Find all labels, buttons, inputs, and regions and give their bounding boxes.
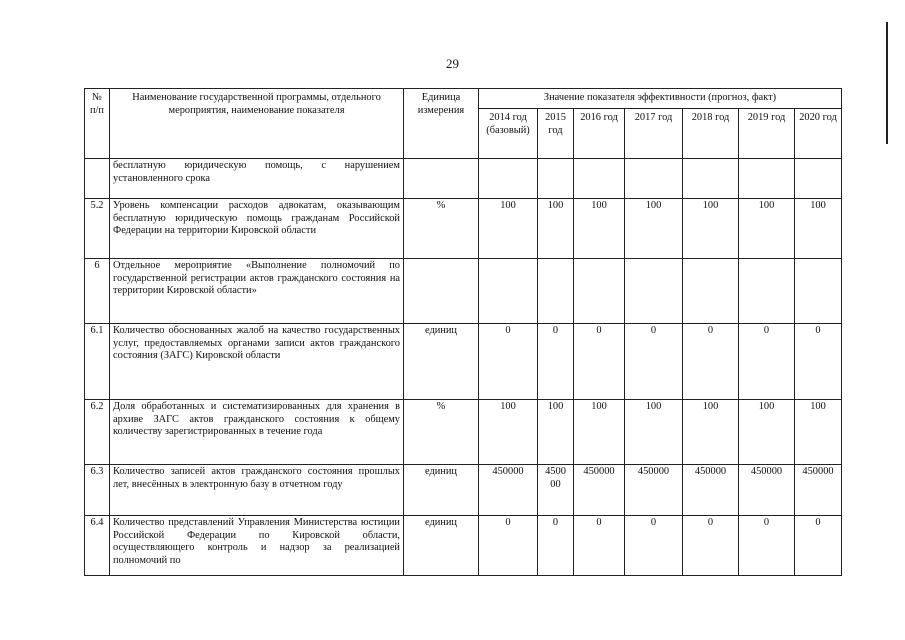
indicator-value: 0	[479, 516, 538, 576]
indicator-value: 0	[683, 324, 739, 400]
indicator-value	[479, 159, 538, 199]
header-name: Наименование государственной программы, отдельного мероприятия, наименование показателя	[110, 89, 404, 159]
indicator-value: 0	[683, 516, 739, 576]
header-year: 2018 год	[683, 109, 739, 159]
unit-of-measure: единиц	[404, 516, 479, 576]
indicator-value: 4500 00	[538, 465, 574, 516]
indicator-value: 450000	[683, 465, 739, 516]
row-number	[85, 159, 110, 199]
indicator-value	[795, 259, 842, 324]
indicator-value: 450000	[795, 465, 842, 516]
indicator-value: 100	[683, 400, 739, 465]
header-num: № п/п	[85, 89, 110, 159]
table-row	[85, 516, 842, 576]
indicator-value: 100	[795, 199, 842, 259]
table-row	[85, 199, 842, 259]
indicator-value	[683, 159, 739, 199]
indicator-value: 450000	[479, 465, 538, 516]
row-number: 5.2	[85, 199, 110, 259]
header-year: 2016 год	[574, 109, 625, 159]
table-row	[85, 400, 842, 465]
header-values-group: Значение показателя эффективности (прогноз, факт)	[479, 89, 842, 109]
unit-of-measure: %	[404, 199, 479, 259]
header-year: 2019 год	[739, 109, 795, 159]
indicator-value: 0	[795, 516, 842, 576]
indicator-name: Количество представлений Управления Министерства юстиции Российской Федерации по Кировской области, осуществляющего контроль и надзор за реализацией полномочий по	[110, 516, 404, 576]
row-number: 6.2	[85, 400, 110, 465]
indicator-value: 100	[795, 400, 842, 465]
indicator-value	[574, 259, 625, 324]
indicator-value: 100	[683, 199, 739, 259]
indicator-name: бесплатную юридическую помощь, с нарушением установленного срока	[110, 159, 404, 199]
indicator-value: 450000	[574, 465, 625, 516]
indicator-value: 100	[625, 400, 683, 465]
indicator-value: 100	[574, 400, 625, 465]
unit-of-measure: %	[404, 400, 479, 465]
table-row	[85, 259, 842, 324]
indicator-value: 100	[574, 199, 625, 259]
row-number: 6.4	[85, 516, 110, 576]
indicator-value	[574, 159, 625, 199]
header-year: 2020 год	[795, 109, 842, 159]
indicator-value	[538, 259, 574, 324]
indicator-value: 0	[574, 516, 625, 576]
unit-of-measure	[404, 259, 479, 324]
indicator-name: Количество записей актов гражданского состояния прошлых лет, внесённых в электронную базу в отчетном году	[110, 465, 404, 516]
indicator-name: Количество обоснованных жалоб на качество государственных услуг, предоставляемых органами записи актов гражданского состояния (ЗАГС) Кировской области	[110, 324, 404, 400]
unit-of-measure: единиц	[404, 465, 479, 516]
indicator-value	[538, 159, 574, 199]
header-year: 2015 год	[538, 109, 574, 159]
indicator-value: 0	[625, 516, 683, 576]
indicator-value	[739, 159, 795, 199]
row-number: 6	[85, 259, 110, 324]
indicator-value	[625, 159, 683, 199]
indicator-value: 450000	[625, 465, 683, 516]
indicator-value: 100	[538, 400, 574, 465]
indicator-value: 100	[739, 199, 795, 259]
indicators-table	[84, 88, 842, 576]
header-unit: Единица измерения	[404, 89, 479, 159]
header-year: 2014 год (базовый)	[479, 109, 538, 159]
table-row	[85, 324, 842, 400]
indicator-value: 0	[479, 324, 538, 400]
unit-of-measure: единиц	[404, 324, 479, 400]
indicator-value	[739, 259, 795, 324]
indicator-name: Уровень компенсации расходов адвокатам, оказывающим бесплатную юридическую помощь гражданам Российской Федерации на территории Кировской области	[110, 199, 404, 259]
indicator-name: Доля обработанных и систематизированных для хранения в архиве ЗАГС актов гражданского состояния к общему количеству зарегистрированных в течение года	[110, 400, 404, 465]
indicator-value: 0	[625, 324, 683, 400]
indicator-value	[795, 159, 842, 199]
indicator-value: 0	[795, 324, 842, 400]
indicator-value: 0	[574, 324, 625, 400]
indicator-value: 0	[739, 324, 795, 400]
indicator-value: 0	[739, 516, 795, 576]
page-edge-line	[886, 22, 888, 144]
indicator-value: 100	[739, 400, 795, 465]
indicator-value	[625, 259, 683, 324]
indicator-value	[683, 259, 739, 324]
header-year: 2017 год	[625, 109, 683, 159]
indicator-value: 450000	[739, 465, 795, 516]
row-number: 6.3	[85, 465, 110, 516]
unit-of-measure	[404, 159, 479, 199]
indicator-value: 100	[625, 199, 683, 259]
table-row	[85, 465, 842, 516]
indicator-value: 100	[479, 400, 538, 465]
row-number: 6.1	[85, 324, 110, 400]
indicator-value: 0	[538, 324, 574, 400]
indicator-value: 100	[538, 199, 574, 259]
indicator-value	[479, 259, 538, 324]
indicator-name: Отдельное мероприятие «Выполнение полномочий по государственной регистрации актов гражданского состояния на территории Кировской области»	[110, 259, 404, 324]
page-number: 29	[446, 56, 459, 71]
indicator-value: 100	[479, 199, 538, 259]
indicator-value: 0	[538, 516, 574, 576]
table-row	[85, 159, 842, 199]
